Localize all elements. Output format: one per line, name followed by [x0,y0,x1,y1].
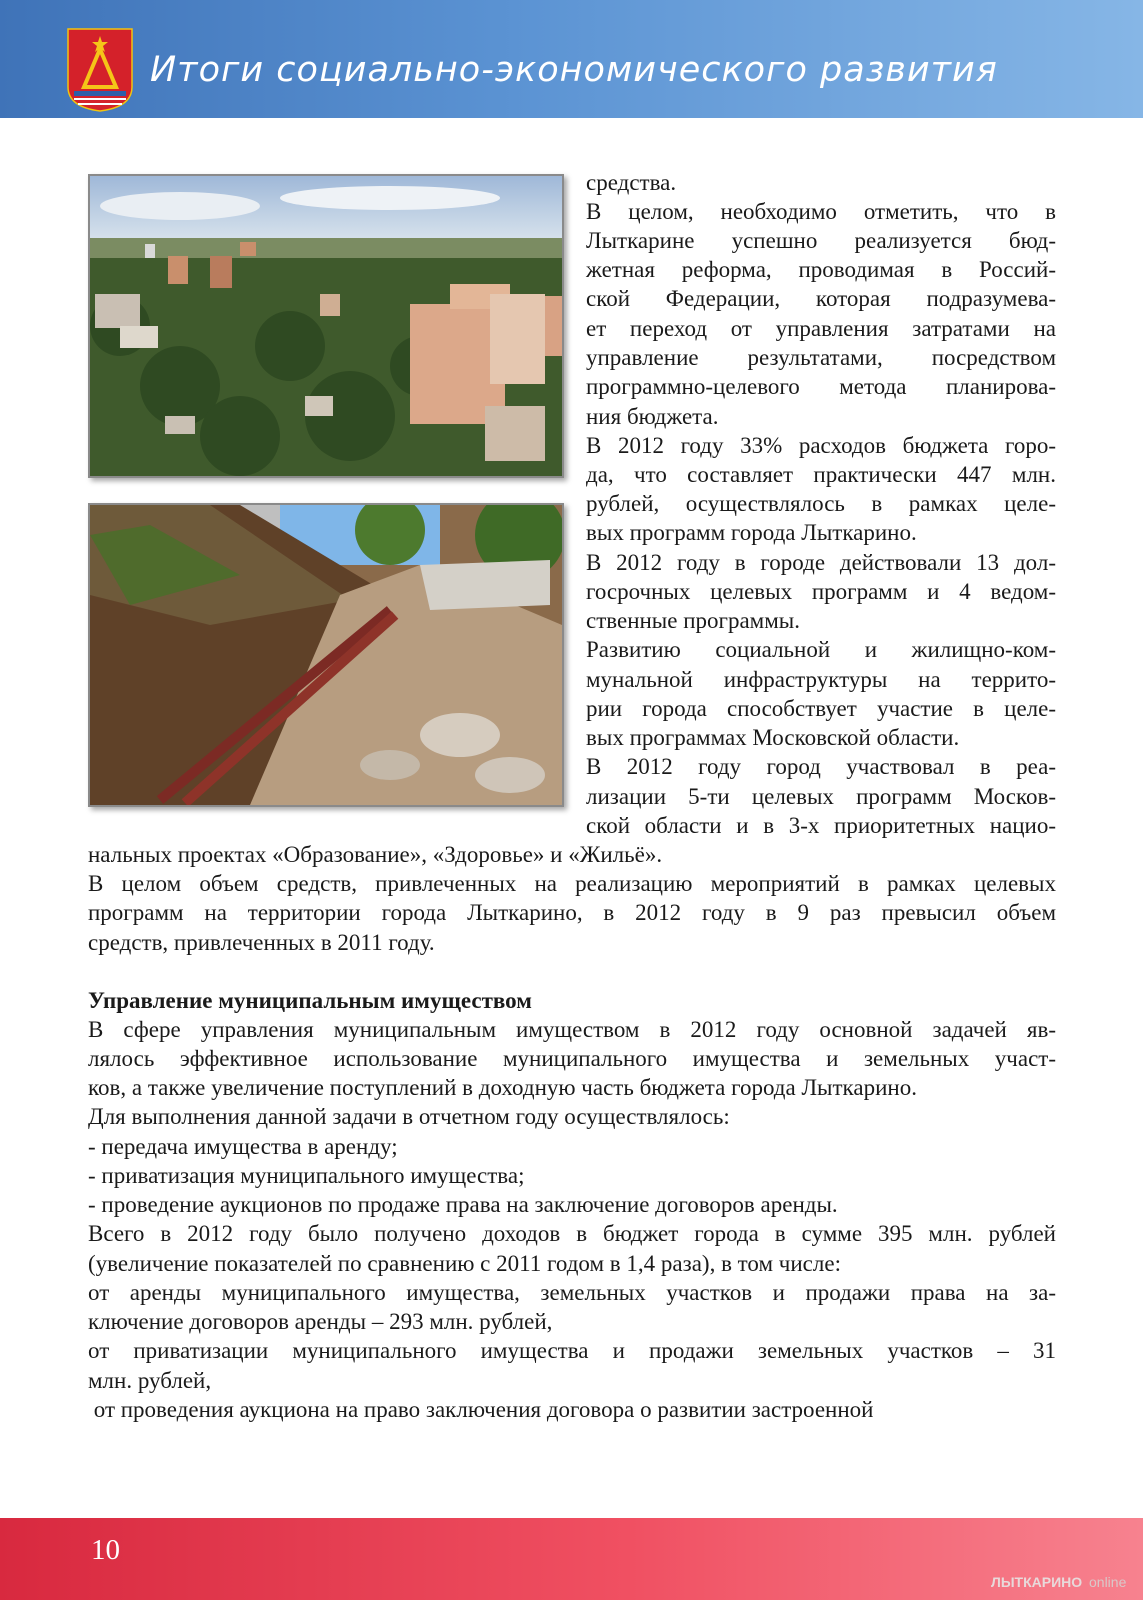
body-text-line: от проведения аукциона на право заключения договора о развитии застроенной [88,1397,874,1422]
page-title: Итоги социально-экономического развития [150,50,998,90]
body-text-line: В 2012 году город участвовал в реа- [586,754,1056,779]
body-text-line: от приватизации муниципального имущества и продажи земельных участков – 31 [88,1338,1056,1363]
body-text-line: лизации 5-ти целевых программ Москов- [586,784,1056,809]
page-header [0,0,1143,118]
body-text-line: средства. [586,170,677,195]
body-text-line: лялось эффективное использование муниципального имущества и земельных участ- [88,1046,1056,1071]
body-text-line: Всего в 2012 году было получено доходов в бюджет города в сумме 395 млн. рублей [88,1221,1056,1246]
body-text-line: рии города способствует участие в целе- [586,696,1056,721]
list-item: - передача имущества в аренду; [88,1134,398,1159]
page-footer [0,1518,1143,1600]
city-panorama-photo [88,174,564,478]
city-coat-of-arms-icon [66,27,134,113]
body-text-line: вых программ города Лыткарино. [586,520,917,545]
body-text-line: В целом, необходимо отметить, что в [586,199,1056,224]
body-text-line: ков, а также увеличение поступлений в доходную часть бюджета города Лыткарино. [88,1075,917,1100]
body-text-line: да, что составляет практически 447 млн. [586,462,1056,487]
body-text-line: мунальной инфраструктуры на террито- [586,667,1056,692]
body-text-line: В сфере управления муниципальным имуществом в 2012 году основной задачей яв- [88,1017,1056,1042]
watermark-brand: ЛЫТКАРИНО [991,1574,1083,1590]
body-text-line: ния бюджета. [586,404,719,429]
body-text-line: госрочных целевых программ и 4 ведом- [586,579,1056,604]
body-text-line: жетная реформа, проводимая в Россий- [586,257,1056,282]
pipeline-trench-photo [88,503,564,807]
body-text-line: средств, привлеченных в 2011 году. [88,930,435,955]
body-text-line: В 2012 году 33% расходов бюджета горо- [586,433,1056,458]
page-number: 10 [91,1534,120,1566]
body-text-line: ской Федерации, которая подразумева- [586,286,1056,311]
body-text-line: управление результатами, посредством [586,345,1056,370]
site-watermark-logo [991,1570,1137,1594]
body-text-line: Лыткарине успешно реализуется бюд- [586,228,1056,253]
body-text-line: ключение договоров аренды – 293 млн. рублей, [88,1309,553,1334]
body-text-line: нальных проектах «Образование», «Здоровье» и «Жильё». [88,842,663,867]
body-text-line: В целом объем средств, привлеченных на реализацию мероприятий в рамках целевых [88,871,1056,896]
list-item: - проведение аукционов по продаже права на заключение договоров аренды. [88,1192,838,1217]
body-text-line: Развитию социальной и жилищно-ком- [586,637,1056,662]
watermark-suffix: online [1089,1574,1127,1590]
list-item: - приватизация муниципального имущества; [88,1163,525,1188]
body-text-line: ской области и в 3-х приоритетных нацио- [586,813,1056,838]
body-text-line: ственные программы. [586,608,800,633]
body-text-line: рублей, осуществлялось в рамках целе- [586,491,1056,516]
body-text-line: от аренды муниципального имущества, земельных участков и продажи права на за- [88,1280,1056,1305]
body-text-line: программно-целевого метода планирова- [586,374,1056,399]
body-text-line: В 2012 году в городе действовали 13 дол- [586,550,1056,575]
body-text-line: ет переход от управления затратами на [586,316,1056,341]
section-heading: Управление муниципальным имуществом [88,988,532,1013]
body-text-line: Для выполнения данной задачи в отчетном году осуществлялось: [88,1104,730,1129]
body-text-line: млн. рублей, [88,1368,212,1393]
body-text-line: вых программах Московской области. [586,725,960,750]
body-text-line: программ на территории города Лыткарино, в 2012 году в 9 раз превысил объем [88,900,1056,925]
body-text-line: (увеличение показателей по сравнению с 2011 годом в 1,4 раза), в том числе: [88,1251,841,1276]
